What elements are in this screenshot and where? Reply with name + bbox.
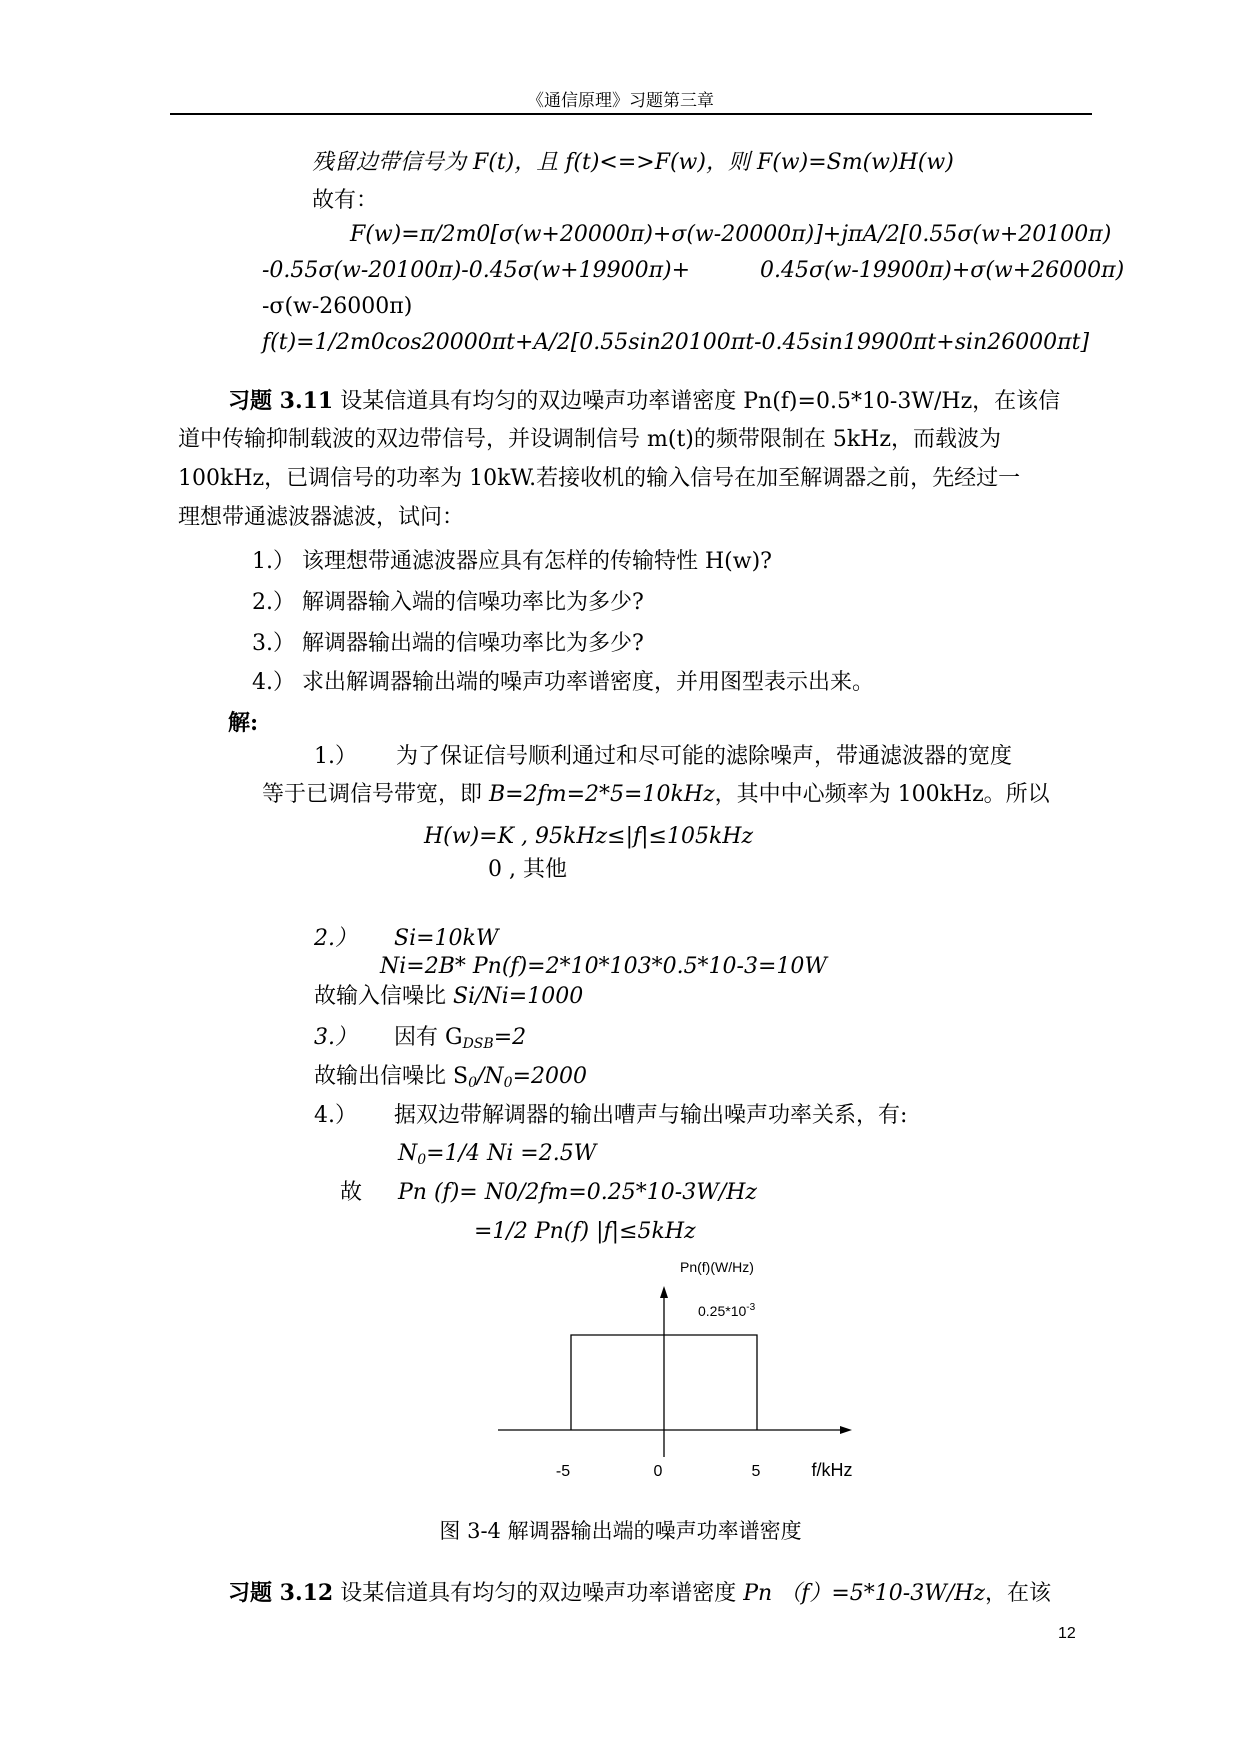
input-snr-line — [314, 984, 583, 1010]
problem-3-12-text-a: 设某信道具有均匀的双边噪声功率谱密度 — [333, 1581, 744, 1606]
question-2: 2.） 解调器输入端的信噪功率比为多少? — [252, 590, 644, 615]
gu-label: 故 — [340, 1180, 363, 1205]
answer-3-number: 3.） — [314, 1025, 357, 1050]
page-number: 12 — [1058, 1625, 1076, 1642]
problem-3-12-label: 习题 3.12 — [228, 1580, 334, 1606]
fw-equation-line-2b: 0.45σ(w-19900π)+σ(w+26000π) — [760, 258, 1125, 283]
pn-output-line: Pn (f)= N0/2fm=0.25*10-3W/Hz — [398, 1180, 758, 1205]
x-axis-label: f/kHz — [811, 1460, 853, 1480]
figure-caption: 图 3-4 解调器输出端的噪声功率谱密度 — [439, 1519, 802, 1543]
output-snr-n0-sub: 0 — [503, 1075, 513, 1091]
answer-1-number: 1.） — [314, 744, 357, 769]
gain-subscript: DSB — [462, 1036, 494, 1052]
answer-1-line-1: 为了保证信号顺利通过和尽可能的滤除噪声，带通滤波器的宽度 — [396, 744, 1013, 769]
noise-power-line: Ni=2B* Pn(f)=2*10*103*0.5*10-3=10W — [380, 954, 828, 979]
n0-symbol: N — [398, 1141, 418, 1166]
header-rule — [170, 113, 1092, 115]
input-snr-text: 故输入信噪比 — [314, 984, 453, 1009]
solution-label: 解: — [228, 710, 259, 736]
output-snr-line — [314, 1064, 587, 1096]
x-axis-arrow — [840, 1426, 852, 1434]
answer-1-text-a: 等于已调信号带宽，即 — [262, 782, 489, 807]
answer-1-text-c: ，其中中心频率为 100kHz。所以 — [714, 782, 1050, 807]
n0-subscript: 0 — [417, 1152, 427, 1168]
problem-3-12-line — [228, 1580, 1051, 1607]
question-1: 1.） 该理想带通滤波器应具有怎样的传输特性 H(w)? — [252, 549, 772, 574]
problem-3-11-line-3: 100kHz，已调信号的功率为 10kW.若接收机的输入信号在加至解调器之前，先经过一 — [178, 466, 1021, 491]
fw-equation-line-1: F(w)=π/2m0[σ(w+20000π)+σ(w-20000π)]+jπA/2[0.55σ(w+20100π) — [350, 222, 1112, 247]
level-label: $0.25*10^{-3}$ — [698, 1302, 756, 1319]
problem-3-12-formula: Pn （f）=5*10-3W/Hz — [743, 1581, 986, 1606]
problem-3-11-label: 习题 3.11 — [228, 388, 334, 414]
hw-definition-line-1: H(w)=K , 95kHz≤|f|≤105kHz — [424, 824, 754, 849]
answer-4-number: 4.） — [314, 1103, 357, 1128]
y-axis-label: Pn(f)(W/Hz) — [680, 1259, 754, 1275]
y-axis-arrow — [660, 1286, 668, 1298]
signal-power-line: Si=10kW — [394, 926, 499, 951]
fw-equation-line-2a: -0.55σ(w-20100π)-0.45σ(w+19900π)+ — [262, 258, 691, 283]
answer-2-number: 2.） — [314, 926, 357, 951]
x-tick-0: 0 — [653, 1463, 663, 1480]
header-title: 《通信原理》习题第三章 — [527, 91, 714, 111]
input-snr-value: Si/Ni=1000 — [453, 984, 584, 1009]
answer-4-text: 据双边带解调器的输出嘈声与输出噪声功率关系，有: — [394, 1103, 908, 1128]
output-snr-text: 故输出信噪比 S — [314, 1064, 469, 1089]
vsb-definition-line: 残留边带信号为 F(t)，且 f(t)<=>F(w)，则 F(w)=Sm(w)H(w) — [312, 150, 954, 175]
problem-3-11-line-2: 道中传输抑制载波的双边带信号，并设调制信号 m(t)的频带限制在 5kHz，而载波为 — [178, 427, 1001, 452]
output-snr-slash: /N — [477, 1064, 504, 1089]
noise-psd-chart — [480, 1250, 860, 1488]
bandwidth-formula: B=2fm=2*5=10kHz — [489, 782, 715, 807]
output-snr-s0-sub: 0 — [468, 1075, 477, 1091]
question-4: 4.） 求出解调器输出端的噪声功率谱密度，并用图型表示出来。 — [252, 670, 874, 695]
x-tick-neg5: -5 — [555, 1463, 571, 1480]
x-tick-5: 5 — [751, 1463, 761, 1480]
gain-text: 因有 G — [394, 1025, 463, 1050]
problem-3-11-text-1: 设某信道具有均匀的双边噪声功率谱密度 Pn(f)=0.5*10-3W/Hz，在该信 — [333, 389, 1061, 414]
ft-equation-line: f(t)=1/2m0cos20000πt+A/2[0.55sin20100πt-0.45sin19900πt+sin26000πt] — [262, 330, 1090, 355]
output-snr-value: =2000 — [512, 1064, 588, 1089]
gain-value: =2 — [493, 1025, 527, 1050]
pn-relation-line: =1/2 Pn(f) |f|≤5kHz — [474, 1219, 696, 1244]
gu-you-line: 故有： — [312, 188, 379, 213]
output-noise-line — [398, 1141, 596, 1173]
question-3: 3.） 解调器输出端的信噪功率比为多少? — [252, 631, 644, 656]
n0-value: =1/4 Ni =2.5W — [426, 1141, 597, 1166]
gain-line — [394, 1025, 526, 1057]
answer-1-line-2 — [262, 782, 1050, 808]
problem-3-11-line-1 — [228, 388, 1060, 415]
hw-definition-line-2: 0 , 其他 — [488, 857, 567, 882]
fw-equation-line-3: -σ(w-26000π) — [262, 294, 413, 319]
problem-3-11-line-4: 理想带通滤波器滤波，试问： — [178, 505, 465, 530]
problem-3-12-text-c: ，在该 — [985, 1581, 1052, 1606]
